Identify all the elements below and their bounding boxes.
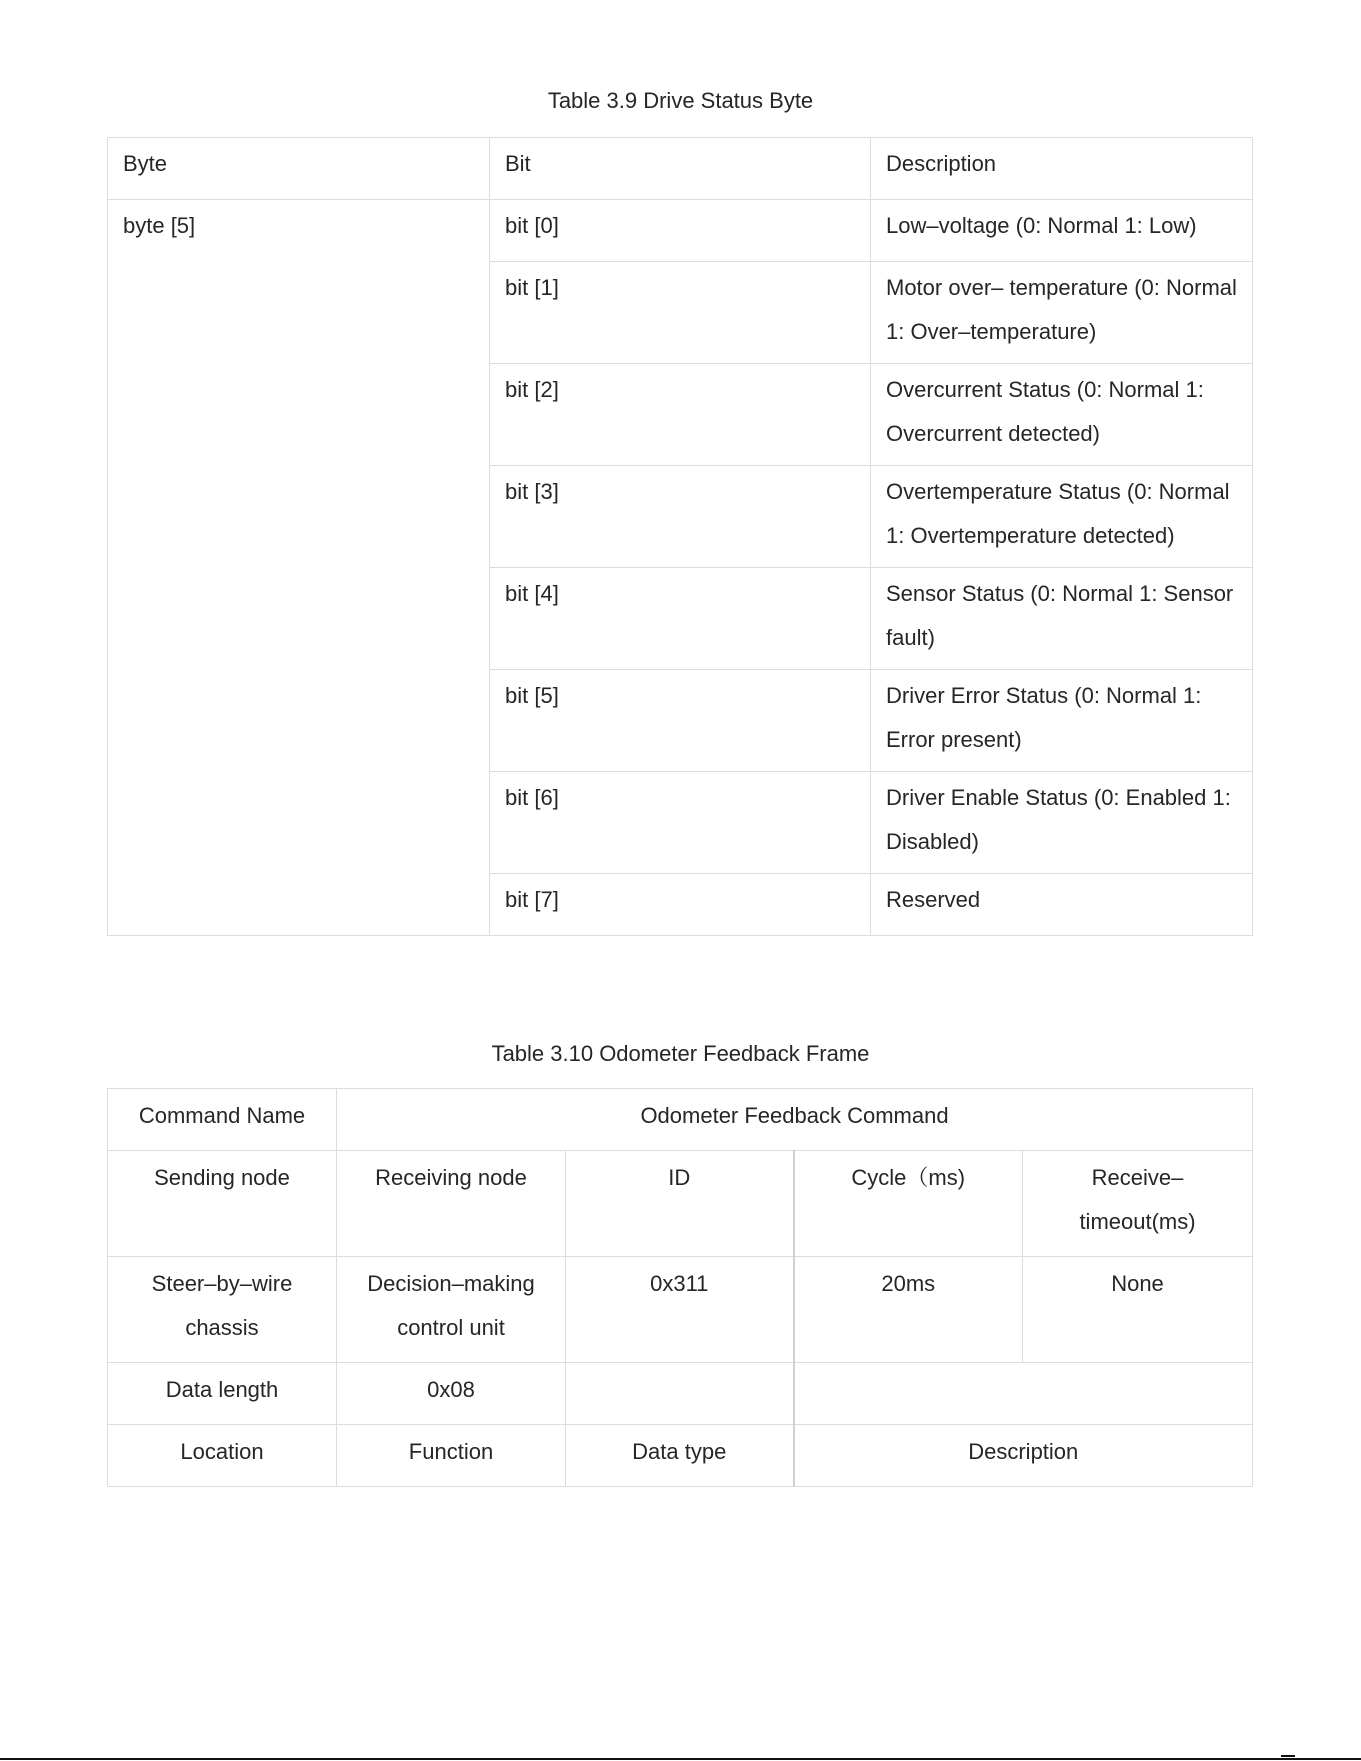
description-cell: Low–voltage (0: Normal 1: Low) <box>871 200 1253 262</box>
table-caption: Table 3.10 Odometer Feedback Frame <box>491 1041 870 1066</box>
empty-cell <box>794 1363 1253 1425</box>
header-cell: Function <box>337 1425 566 1487</box>
table-header-row <box>108 138 1253 200</box>
command-name-value: Odometer Feedback Command <box>337 1089 1253 1151</box>
description-cell: Overtemperature Status (0: Normal 1: Overtemperature detected) <box>871 466 1253 568</box>
data-length-label: Data length <box>108 1363 337 1425</box>
header-cell: Description <box>871 138 1253 200</box>
header-cell: ID <box>566 1151 794 1257</box>
value-cell: None <box>1023 1257 1253 1363</box>
drive-status-table <box>107 137 1253 936</box>
bit-cell: bit [6] <box>490 772 871 874</box>
command-name-label: Command Name <box>108 1089 337 1151</box>
header-cell: Bit <box>490 138 871 200</box>
bit-cell: bit [5] <box>490 670 871 772</box>
odometer-feedback-table <box>107 1088 1253 1487</box>
header-cell: Data type <box>566 1425 794 1487</box>
header-cell: Description <box>794 1425 1253 1487</box>
header-cell: Location <box>108 1425 337 1487</box>
value-cell: 0x311 <box>566 1257 794 1363</box>
table-row <box>108 1363 1253 1425</box>
byte-cell: byte [5] <box>108 200 490 936</box>
bit-cell: bit [2] <box>490 364 871 466</box>
value-cell: 20ms <box>794 1257 1023 1363</box>
table-row <box>108 1089 1253 1151</box>
table-row <box>108 200 1253 262</box>
bit-cell: bit [4] <box>490 568 871 670</box>
description-cell: Motor over– temperature (0: Normal 1: Over–temperature) <box>871 262 1253 364</box>
bit-cell: bit [1] <box>490 262 871 364</box>
header-cell: Receive–timeout(ms) <box>1023 1151 1253 1257</box>
description-cell: Reserved <box>871 874 1253 936</box>
table-row <box>108 1151 1253 1257</box>
table-caption: Table 3.9 Drive Status Byte <box>547 88 814 113</box>
footer-mark <box>1281 1755 1295 1757</box>
description-cell: Sensor Status (0: Normal 1: Sensor fault) <box>871 568 1253 670</box>
data-length-value: 0x08 <box>337 1363 566 1425</box>
header-cell: Byte <box>108 138 490 200</box>
table-row <box>108 1425 1253 1487</box>
description-cell: Driver Enable Status (0: Enabled 1: Disabled) <box>871 772 1253 874</box>
header-cell: Sending node <box>108 1151 337 1257</box>
description-cell: Overcurrent Status (0: Normal 1: Overcurrent detected) <box>871 364 1253 466</box>
empty-cell <box>566 1363 794 1425</box>
header-cell: Cycle（ms) <box>794 1151 1023 1257</box>
table-row <box>108 1257 1253 1363</box>
value-cell: Steer–by–wire chassis <box>108 1257 337 1363</box>
value-cell: Decision–making control unit <box>337 1257 566 1363</box>
bit-cell: bit [0] <box>490 200 871 262</box>
footer-rule <box>0 1758 1361 1760</box>
bit-cell: bit [7] <box>490 874 871 936</box>
header-cell: Receiving node <box>337 1151 566 1257</box>
description-cell: Driver Error Status (0: Normal 1: Error present) <box>871 670 1253 772</box>
bit-cell: bit [3] <box>490 466 871 568</box>
